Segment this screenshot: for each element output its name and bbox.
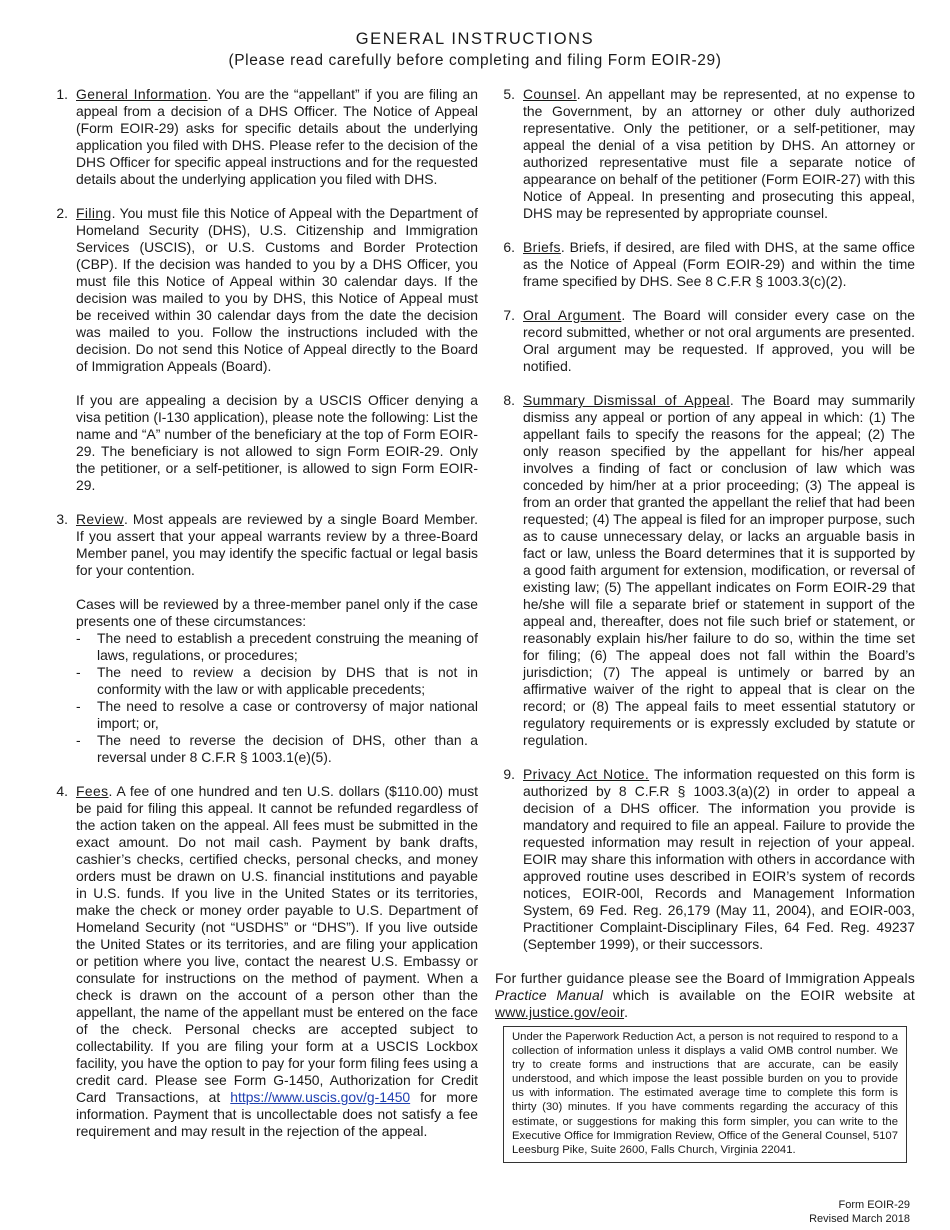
item-heading: Review	[76, 511, 124, 527]
item-text: . An appellant may be represented, at no expense to the Government, by an attorney or other duly authorized representative. Only the petitioner, or a self-petitioner, may appeal the denial of a visa petition by DHS. An attorney or authorized representative must file a separate notice of appearance on behalf of the petitioner (Form EOIR-27) with this Notice of Appeal. In presenting and prosecuting this appeal, DHS may be represented by appropriate counsel.	[523, 86, 915, 221]
item-heading: Oral Argument	[523, 307, 622, 323]
form-footer	[809, 1198, 910, 1226]
item-text: . The Board will consider every case on the record submitted, whether or not oral arguments are presented. Oral argument may be requested. If approved, you will be notified.	[523, 307, 915, 374]
item-number: 1.	[56, 86, 68, 102]
item-number: 4.	[56, 783, 68, 799]
item-heading: Counsel	[523, 86, 577, 102]
revision-date: Revised March 2018	[809, 1213, 910, 1225]
item-heading: General Information	[76, 86, 208, 102]
item-heading: Filing	[76, 205, 112, 221]
item-number: 9.	[503, 766, 515, 782]
item-body	[517, 86, 915, 222]
item-body	[70, 86, 478, 188]
item-number: 3.	[56, 511, 68, 527]
item-text-after: for more information. Payment that is uncollectable does not satisfy a fee requirement and may result in the rejection of the appeal.	[76, 1089, 478, 1139]
item-text: . The Board may summarily dismiss any appeal or portion of any appeal in which: (1) The appellant fails to specify the reasons for the appeal; (2) The only reason specified by the appellant for his/her appeal involves a finding of fact or conclusion of law which was conceded by him/her at a prior proceeding; (3) The appeal is from an order that granted the appellant the relief that had been requested; (4) The appeal is filed for an improper purpose, such as to cause unnecessary delay, or lacks an arguable basis in fact or law, unless the Board determines that it is supported by a good faith argument for extension, modification, or reversal of existing law; (5) The appellant indicates on Form EOIR-29 that he/she will file a separate brief or statement in support of the appeal and, thereafter, does not file such brief or statement, or reasonably explain his/her failure to do so, within the time set for filing; (6) The appeal does not fall within the Board’s jurisdiction; (7) The appeal is untimely or barred by an affirmative waiver of the right to appeal that is clear on the record; or (8) The appeal fails to meet essential statutory or regulatory requirements or is expressly excluded by statute or regulation.	[523, 392, 915, 748]
g1450-link[interactable]: https://www.uscis.gov/g-1450	[230, 1089, 411, 1105]
instruction-briefs	[495, 239, 915, 290]
instruction-summary-dismissal	[495, 392, 915, 749]
item-body	[517, 766, 915, 953]
item-body	[70, 205, 478, 494]
instruction-privacy-act	[495, 766, 915, 953]
instruction-general-information	[48, 86, 478, 188]
instruction-fees	[48, 783, 478, 1140]
guidance-text-end: .	[624, 1004, 629, 1020]
item-number: 2.	[56, 205, 68, 221]
item-text: The information requested on this form is authorized by 8 C.F.R § 1003.3(a)(2) in order to appeal a decision of a DHS officer. The information you provide is mandatory and required to file an appeal. Failure to provide the requested information may result in rejection of your appeal. EOIR may share this information with others in accordance with approved routine uses described in EOIR’s system of records notices, EOIR-00l, Records and Management Information System, 69 Fed. Reg. 26,179 (May 11, 2004), and EOIR-003, Practitioner Complaint-Disciplinary Files, 64 Fed. Reg. 49237 (September 1999), or their successors.	[523, 766, 915, 952]
item-number: 8.	[503, 392, 515, 408]
item-paragraph	[76, 511, 478, 579]
item-text: . You are the “appellant” if you are filing an appeal from a decision of a DHS Officer. The Notice of Appeal (Form EOIR-29) asks for specific details about the underlying application you filed with DHS. Please refer to the decision of the DHS Officer for specific appeal instructions and for the requested details about the underlying application you filed with DHS.	[76, 86, 478, 187]
item-body	[70, 783, 478, 1140]
page-header	[0, 28, 950, 72]
guidance-text: For further guidance please see the Board of Immigration Appeals	[495, 970, 915, 986]
instruction-review	[48, 511, 478, 766]
item-body	[70, 511, 478, 766]
item-body	[517, 239, 915, 290]
item-heading: Summary Dismissal of Appeal	[523, 392, 730, 408]
item-heading: Fees	[76, 783, 109, 799]
item-text: . A fee of one hundred and ten U.S. dollars ($110.00) must be paid for filing this appeal. It cannot be refunded regardless of the action taken on the appeal. All fees must be submitted in the exact amount. Do not mail cash. Payment by bank drafts, cashier’s checks, certified checks, personal checks, and money orders must be drawn on U.S. financial institutions and payable in U.S. funds. If you live in the United States or its territories, make the check or money order payable to U.S. Department of Homeland Security (not “USDHS” or “DHS”). If you live outside the United States or its territories, and are filing your application or petition where you live, contact the nearest U.S. Embassy or consulate for instructions on the method of payment. When a check is drawn on the account of a person other than the appellant, the name of the appellant must be entered on the face of the check. Personal checks are accepted subject to collectability. If you are filing your form at a USCIS Lockbox facility, you have the option to pay for your form filing fees using a credit card. Please see Form G-1450, Authorization for Credit Card Transactions, at	[76, 783, 479, 1105]
instruction-counsel	[495, 86, 915, 222]
list-item: - The need to establish a precedent construing the meaning of laws, regulations, or procedures;	[76, 630, 478, 664]
item-number: 7.	[503, 307, 515, 323]
item-number: 5.	[503, 86, 515, 102]
panel-circumstances-list	[76, 630, 478, 766]
right-column	[495, 86, 915, 1021]
item-text: . You must file this Notice of Appeal with the Department of Homeland Security (DHS), U.S. Citizenship and Immigration Services (USCIS), or U.S. Customs and Border Protection (CBP). If the decision was handed to you by a DHS Officer, you must file this Notice of Appeal within 30 calendar days. If the decision was mailed to you by DHS, this Notice of Appeal must be received within 30 calendar days from the date the decision was mailed to you. Follow the instructions included with the decision. Do not send this Notice of Appeal directly to the Board of Immigration Appeals (Board).	[76, 205, 478, 374]
item-number: 6.	[503, 239, 515, 255]
paperwork-reduction-notice: Under the Paperwork Reduction Act, a person is not required to respond to a collection of information unless it displays a valid OMB control number. We try to create forms and instructions that are accurate, can be easily understood, and which impose the least possible burden on you to provide us with information. The estimated average time to complete this form is thirty (30) minutes. If you have comments regarding the accuracy of this estimate, or suggestions for making this form simpler, you can write to the Executive Office for Immigration Review, Office of the General Counsel, 5107 Leesburg Pike, Suite 2600, Falls Church, Virginia 22041.	[503, 1026, 907, 1163]
item-paragraph-2: If you are appealing a decision by a USCIS Officer denying a visa petition (I-130 application), please note the following: List the name and “A” number of the beneficiary at the top of Form EOIR-29. The beneficiary is not allowed to sign Form EOIR-29. Only the petitioner, or a self-petitioner, is allowed to sign Form EOIR-29.	[76, 392, 478, 493]
page-subtitle: (Please read carefully before completing and filing Form EOIR-29)	[228, 52, 722, 69]
item-heading: Privacy Act Notice.	[523, 766, 650, 782]
guidance-text-middle: which is available on the EOIR website at	[603, 987, 915, 1003]
list-item: - The need to review a decision by DHS that is not in conformity with the law or with applicable precedents;	[76, 664, 478, 698]
eoir-website-link[interactable]: www.justice.gov/eoir	[495, 1004, 625, 1020]
instruction-filing	[48, 205, 478, 494]
item-paragraph	[76, 205, 478, 375]
page-title: GENERAL INSTRUCTIONS	[355, 30, 595, 48]
item-text: . Most appeals are reviewed by a single Board Member. If you assert that your appeal warrants review by a three-Board Member panel, you may identify the specific factual or legal basis for your contention.	[76, 511, 478, 578]
instruction-oral-argument	[495, 307, 915, 375]
item-body	[517, 307, 915, 375]
left-column	[48, 86, 478, 1157]
practice-manual-title: Practice Manual	[495, 987, 604, 1003]
further-guidance	[495, 970, 915, 1021]
list-item: - The need to reverse the decision of DHS, other than a reversal under 8 C.F.R § 1003.1(e)(5).	[76, 732, 478, 766]
list-item: - The need to resolve a case or controversy of major national import; or,	[76, 698, 478, 732]
form-number: Form EOIR-29	[838, 1199, 910, 1211]
item-paragraph-2: Cases will be reviewed by a three-member panel only if the case presents one of these circumstances:	[76, 596, 478, 629]
item-body	[517, 392, 915, 749]
item-heading: Briefs	[523, 239, 561, 255]
item-text: . Briefs, if desired, are filed with DHS, at the same office as the Notice of Appeal (Form EOIR-29) and within the time frame specified by DHS. See 8 C.F.R § 1003.3(c)(2).	[523, 239, 915, 289]
